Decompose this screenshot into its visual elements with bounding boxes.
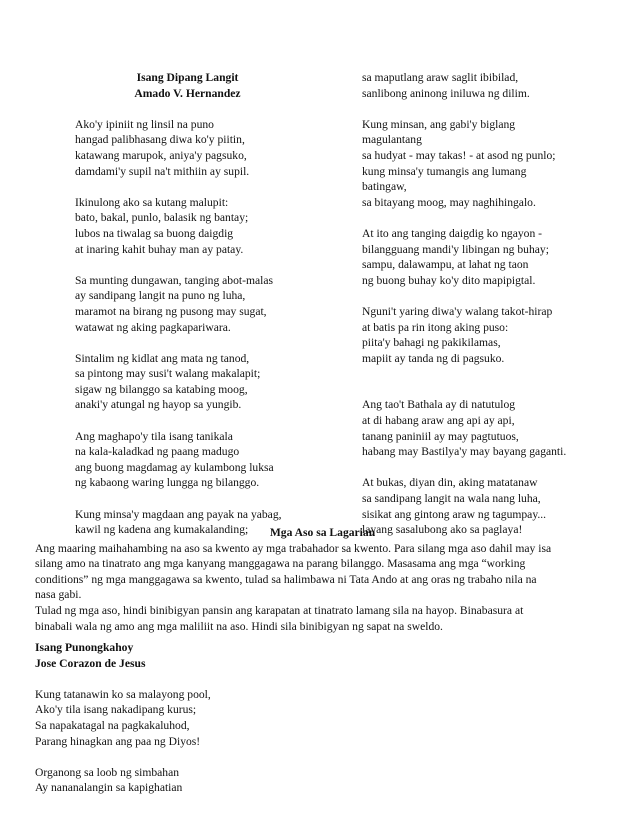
poem2-line: Organong sa loob ng simbahan — [35, 765, 180, 779]
poem1-title: Isang Dipang Langit — [136, 71, 239, 84]
poem1-left-line: na kala-kaladkad ng paang madugo — [75, 445, 240, 459]
poem1-left-line: Ikinulong ako sa kutang malupit: — [75, 195, 229, 209]
poem1-right-stanza — [362, 117, 632, 211]
poem1-right-line: piita'y bahagi ng pakikilamas, — [362, 336, 501, 350]
poem2-stanzas — [35, 687, 335, 796]
poem1-left-stanzas — [75, 117, 345, 538]
poem1-right-line: layang sasalubong ako sa paglaya! — [362, 523, 523, 537]
poem1-left-line: ng kabaong waring lungga ng bilanggo. — [75, 476, 260, 490]
poem1-author: Amado V. Hernandez — [134, 86, 241, 100]
poem1-right-column — [362, 70, 632, 538]
poem1-left-line: Kung minsa'y magdaan ang payak na yabag, — [75, 507, 282, 521]
poem1-right-line: habang may Bastilya'y may bayang gaganti. — [362, 445, 567, 459]
poem2-stanza — [35, 687, 335, 749]
poem1-left-column — [75, 70, 345, 538]
poem1-right-line: At ito ang tanging daigdig ko ngayon - — [362, 226, 542, 240]
poem1-left-stanza — [75, 351, 345, 413]
poem1-right-stanzas — [362, 70, 632, 538]
poem1-right-line: sisikat ang gintong araw ng tagumpay... — [362, 507, 547, 521]
poem1-right-line: sanlibong aninong iniluwa ng dilim. — [362, 86, 530, 100]
poem1-left-stanza — [75, 273, 345, 335]
poem1-right-line: Kung minsan, ang gabi'y biglang — [362, 117, 516, 131]
poem1-left-line: Ako'y ipiniit ng linsil na puno — [75, 117, 214, 131]
poem2-line: Sa napakatagal na pagkakaluhod, — [35, 718, 190, 732]
poem1-right-line: Nguni't yaring diwa'y walang takot-hirap — [362, 304, 553, 318]
poem1-right-line: magulantang — [362, 133, 422, 147]
poem2-line: Parang hinagkan ang paa ng Diyos! — [35, 734, 201, 748]
poem1-left-line: ay sandipang langit na puno ng luha, — [75, 289, 246, 303]
poem1-right-line: batingaw, — [362, 180, 407, 194]
poem1-right-line: sa maputlang araw saglit ibibilad, — [362, 71, 519, 84]
poem1-left-line: bato, bakal, punlo, balasik ng bantay; — [75, 211, 249, 225]
poem1-right-line: at batis pa rin itong aking puso: — [362, 320, 509, 334]
essay-title: Mga Aso sa Lagarian — [269, 526, 376, 539]
essay-line: Ang maaring maihahambing na aso sa kwento ay mga trabahador sa kwento. Para silang mga aso dahil may isa — [35, 541, 552, 555]
poem2-section — [35, 640, 335, 796]
poem1-right-stanza — [362, 304, 632, 366]
poem1-right-line: ng buong buhay ko'y dito mapipigtal. — [362, 273, 536, 287]
poem1-title-block — [75, 70, 300, 101]
essay-line: silang amo na tinatrato ang mga kanyang manggagawa na parang bilanggo. Masasama ang mga “working — [35, 557, 526, 571]
poem1-right-line: tanang paniniil ay may pagtutuos, — [362, 429, 519, 443]
poem1-left-line: Sintalim ng kidlat ang mata ng tanod, — [75, 351, 250, 365]
poem1-left-stanza — [75, 195, 345, 257]
poem1-left-line: maramot na birang ng pusong may sugat, — [75, 304, 267, 318]
poem1-right-line: kung minsa'y tumangis ang lumang — [362, 164, 527, 178]
poem1-right-line: sa hudyat - may takas! - at asod ng punlo; — [362, 148, 556, 162]
essay-line: conditions” ng mga manggagawa sa kwento, tulad sa halimbawa ni Tata Ando at ang oras ng trabaho nila na — [35, 572, 537, 586]
poem2-line: Ako'y tila isang nakadipang kurus; — [35, 703, 197, 717]
poem2-author: Jose Corazon de Jesus — [35, 656, 146, 670]
poem1-left-line: sa pintong may susi't walang makalapit; — [75, 367, 261, 381]
essay-line: binabali wala ng amo ang mga maliliit na aso. Hindi sila binibigyan ng sapat na sweldo. — [35, 619, 443, 633]
poem1-left-line: at inaring kahit buhay man ay patay. — [75, 242, 244, 256]
essay-body — [35, 541, 610, 635]
essay-section — [35, 525, 610, 634]
poem1-left-line: watawat ng aking pagkapariwara. — [75, 320, 231, 334]
poem1-right-line: bilangguang mandi'y libingan ng buhay; — [362, 242, 549, 256]
poem1-left-line: lubos na tiwalag sa buong daigdig — [75, 226, 234, 240]
poem1-left-line: sigaw ng bilanggo sa katabing moog, — [75, 382, 248, 396]
poem2-stanza — [35, 765, 335, 796]
poem2-title: Isang Punongkahoy — [35, 641, 134, 654]
poem1-right-line: at di habang araw ang api ay api, — [362, 414, 515, 428]
poem1-right-line: sa bitayang moog, may naghihingalo. — [362, 195, 536, 209]
poem1-left-line: damdami'y supil na't mithiin ay supil. — [75, 164, 250, 178]
poem1-right-line: mapiit ay tanda ng di pagsuko. — [362, 351, 505, 365]
poem1-left-line: anaki'y atungal ng hayop sa yungib. — [75, 398, 242, 412]
poem1-right-line: sampu, dalawampu, at lahat ng taon — [362, 258, 529, 272]
poem1-right-stanza — [362, 226, 632, 288]
poem1-right-line: At bukas, diyan din, aking matatanaw — [362, 476, 538, 490]
essay-line: Tulad ng mga aso, hindi binibigyan pansin ang karapatan at tinatrato lamang sila na hayop. Binabasura at — [35, 603, 524, 617]
poem1-left-stanza — [75, 117, 345, 179]
poem1-right-line: sa sandipang langit na wala nang luha, — [362, 492, 541, 506]
essay-line: nasa gabi. — [35, 588, 82, 602]
poem1-left-line: ang buong magdamag ay kulambong luksa — [75, 460, 274, 474]
poem1-left-line: kawil ng kadena ang kumakalanding; — [75, 523, 249, 537]
poem1-left-line: katawang marupok, aniya'y pagsuko, — [75, 148, 247, 162]
poem2-line: Ay nananalangin sa kapighatian — [35, 781, 183, 795]
poem1-right-stanza — [362, 397, 632, 459]
poem1-left-stanza — [75, 429, 345, 491]
poem1-left-line: hangad palibhasang diwa ko'y piitin, — [75, 133, 245, 147]
poem1-left-line: Ang maghapo'y tila isang tanikala — [75, 429, 233, 443]
poem1-right-stanza — [362, 70, 632, 101]
poem1-right-line: Ang tao't Bathala ay di natutulog — [362, 398, 516, 412]
poem1-left-line: Sa munting dungawan, tanging abot-malas — [75, 273, 274, 287]
poem2-line: Kung tatanawin ko sa malayong pool, — [35, 687, 211, 701]
